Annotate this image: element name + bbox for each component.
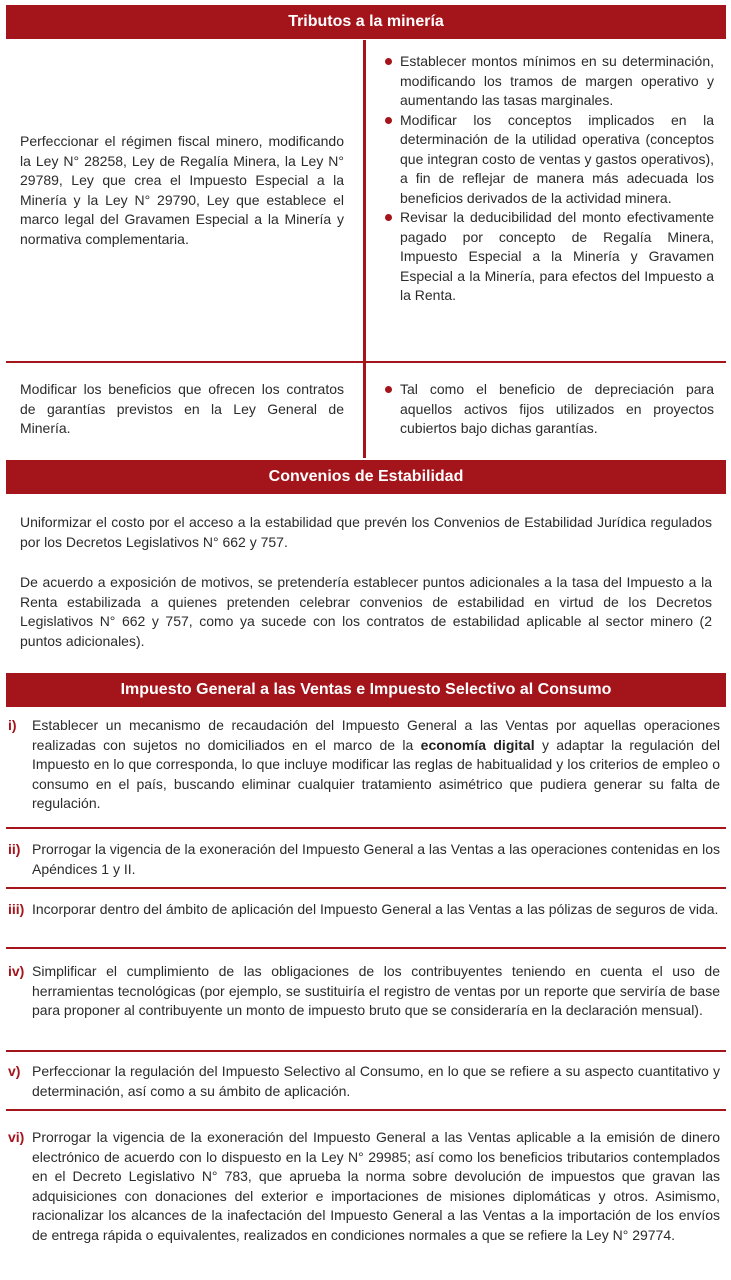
list-item: Establecer montos mínimos en su determinación, modificando los tramos de margen operativo y aumentando las tasas marginales. xyxy=(385,52,714,111)
item-number: iii) xyxy=(8,901,25,917)
list-item: Perfeccionar la regulación del Impuesto Selectivo al Consumo, en lo que se refiere a su aspecto cuantitativo y determinación, así como a su ámbito de aplicación. xyxy=(32,1063,720,1099)
item-number: ii) xyxy=(8,841,21,857)
item-divider xyxy=(6,887,726,889)
list-item: Modificar los conceptos implicados en la determinación de la utilidad operativa (conceptos que integran costo de ventas y gastos operativos), a fin de reflejar de manera más adecuada los beneficios derivados de la actividad minera. xyxy=(385,111,714,209)
row2-bullet-list xyxy=(385,380,714,439)
item-divider xyxy=(6,1050,726,1052)
bullet-icon xyxy=(385,117,392,124)
bullet-icon xyxy=(385,58,392,65)
list-item: Establecer un mecanismo de recaudación del Impuesto General a las Ventas por aquellas operaciones realizadas con sujetos no domiciliados en el marco de la economía digital y adaptar la regulación del Impuesto en lo que corresponda, lo que incluye modificar las reglas de habitualidad y los criterios de empleo o consumo en el país, buscando eliminar cualquier tratamiento asimétrico que pudiera generar su falta de regulación. xyxy=(32,717,720,811)
list-item: Tal como el beneficio de depreciación para aquellos activos fijos utilizados en proyectos cubiertos bajo dichas garantías. xyxy=(385,380,714,439)
bullet-icon xyxy=(385,214,392,221)
section-title: Convenios de Estabilidad xyxy=(268,468,464,485)
section-title: Tributos a la minería xyxy=(288,13,444,30)
list-item: Prorrogar la vigencia de la exoneración del Impuesto General a las Ventas a las operaciones contenidas en los Apéndices 1 y II. xyxy=(32,841,720,877)
section-header-convenios xyxy=(6,460,726,494)
row1-bullet-list xyxy=(385,52,714,306)
item-number: i) xyxy=(8,717,17,733)
row1-left-text: Perfeccionar el régimen fiscal minero, modificando la Ley N° 28258, Ley de Regalía Minera, la Ley N° 29789, Ley que crea el Impuesto Especial a la Minería y la Ley N° 29790, Ley que establece el marco legal del Gravamen Especial a la Minería y normativa complementaria. xyxy=(20,133,344,247)
item-number: vi) xyxy=(8,1129,25,1145)
section-title: Impuesto General a las Ventas e Impuesto Selectivo al Consumo xyxy=(120,681,612,698)
list-item: Prorrogar la vigencia de la exoneración del Impuesto General a las Ventas aplicable a la emisión de dinero electrónico de acuerdo con lo dispuesto en la Ley N° 29985; así como los beneficios tributarios contemplados en el Decreto Legislativo N° 783, que aprueba la norma sobre devolución de impuestos que gravan las adquisiciones con donaciones del exterior e importaciones de misiones diplomáticas y otros. Asimismo, racionalizar los alcances de la inafectación del Impuesto General a las Ventas a la importación de los envíos de entrega rápida o equivalentes, realizados en condiciones normales a que se refiere la Ley N° 29774. xyxy=(32,1129,720,1243)
list-item: Simplificar el cumplimiento de las obligaciones de los contribuyentes teniendo en cuenta el uso de herramientas tecnológicas (por ejemplo, se sustituiría el registro de ventas por un reporte que serviría de base para proponer al contribuyente un monto de impuesto bruto que se consideraría en la declaración mensual). xyxy=(32,963,720,1018)
bold-term: economía digital xyxy=(420,736,535,753)
list-item: Incorporar dentro del ámbito de aplicación del Impuesto General a las Ventas a las pólizas de seguros de vida. xyxy=(32,901,719,917)
item-number: v) xyxy=(8,1063,21,1079)
item-number: iv) xyxy=(8,963,25,979)
item-divider xyxy=(6,827,726,829)
column-divider xyxy=(363,40,366,458)
row-divider xyxy=(6,361,726,363)
section-header-tributos xyxy=(6,5,726,39)
convenios-paragraph-2: De acuerdo a exposición de motivos, se pretendería establecer puntos adicionales a la tasa del Impuesto a la Renta estabilizada a quienes pretenden celebrar convenios de estabilidad en virtud de los Decretos Legislativos N° 662 y 757, como ya sucede con los contratos de estabilidad aplicable al sector minero (2 puntos adicionales). xyxy=(20,574,712,649)
item-divider xyxy=(6,1109,726,1111)
bullet-icon xyxy=(385,386,392,393)
section-header-igv-isc xyxy=(6,673,726,707)
list-item: Revisar la deducibilidad del monto efectivamente pagado por concepto de Regalía Minera, Impuesto Especial a la Minería y Gravamen Especial a la Minería, para efectos del Impuesto a la Renta. xyxy=(385,208,714,306)
row2-left-text: Modificar los beneficios que ofrecen los contratos de garantías previstos en la Ley General de Minería. xyxy=(20,381,344,436)
item-divider xyxy=(6,947,726,949)
convenios-paragraph-1: Uniformizar el costo por el acceso a la estabilidad que prevén los Convenios de Estabilidad Jurídica regulados por los Decretos Legislativos N° 662 y 757. xyxy=(20,514,712,550)
